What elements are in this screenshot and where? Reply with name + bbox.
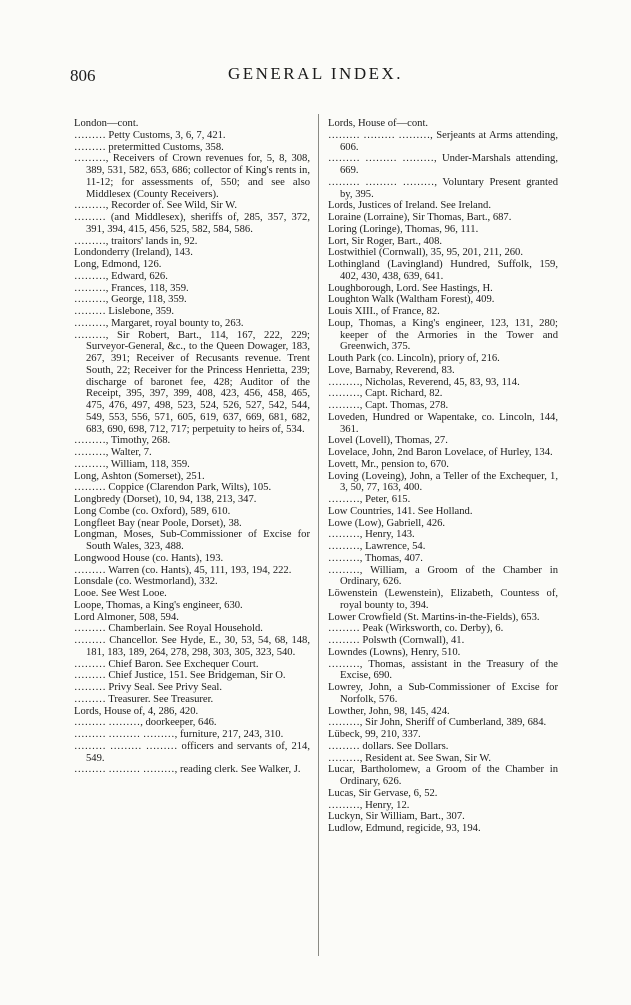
column-divider <box>318 114 319 956</box>
index-entry: ……… Petty Customs, 3, 6, 7, 421. <box>74 129 226 141</box>
index-entry: ……… Chief Justice, 151. See Bridgeman, Sir O. <box>74 670 286 682</box>
index-entry: ………, Capt. Richard, 82. <box>328 388 443 400</box>
index-entry: ……… Chief Baron. See Exchequer Court. <box>74 658 259 670</box>
index-entry: Lord Almoner, 508, 594. <box>74 611 179 623</box>
right-index-column <box>328 118 558 835</box>
index-entry: Loughton Walk (Waltham Forest), 409. <box>328 294 495 306</box>
index-entry: Loraine (Lorraine), Sir Thomas, Bart., 687. <box>328 212 512 223</box>
index-entry: ……… pretermitted Customs, 358. <box>74 141 224 153</box>
index-entry: Longwood House (co. Hants), 193. <box>74 552 224 564</box>
index-entry: ………, Edward, 626. <box>74 270 168 282</box>
index-entry: Lowndes (Lowns), Henry, 510. <box>328 646 461 658</box>
index-entry: ………, Sir Robert, Bart., 114, 167, 222, 229; Surveyor-General, &c., to the Queen Dowager, 183, 267, 391; Receiver of Recusants revenue. Trent South, 22; Receiver for the Princess Henrietta, 239; discharge of baronet fee, 428; Auditor of the Receipt, 395, 397, 399, 408, 423, 456, 458, 465, 475, 476, 497, 498, 523, 524, 526, 527, 542, 544, 549, 553, 556, 571, 605, 619, 637, 669, 681, 682, 683, 690, 698, 712, 717; perpetuity to heirs of, 534. <box>74 329 310 435</box>
index-entry: ………, Margaret, royal bounty to, 263. <box>74 317 244 329</box>
index-entry: Lort, Sir Roger, Bart., 408. <box>328 235 443 247</box>
index-entry: ……… Coppice (Clarendon Park, Wilts), 105. <box>74 482 272 494</box>
index-entry: Lower Crowfield (St. Martins-in-the-Fields), 653. <box>328 611 540 623</box>
index-entry: Luckyn, Sir William, Bart., 307. <box>328 811 465 823</box>
index-entry: ……… Chamberlain. See Royal Household. <box>74 623 263 635</box>
index-entry: ………, George, 118, 359. <box>74 294 187 306</box>
index-entry: Lonsdale (co. Westmorland), 332. <box>74 576 218 588</box>
index-entry: Longfleet Bay (near Poole, Dorset), 38. <box>74 517 242 529</box>
index-entry: ……… ……… ………, Serjeants at Arms attending, 606. <box>328 129 558 153</box>
index-entry: Loring (Loringe), Thomas, 96, 111. <box>328 223 479 235</box>
index-entry: ……… ………, doorkeeper, 646. <box>74 717 217 729</box>
index-entry: ……… ……… ………, furniture, 217, 243, 310. <box>74 729 284 740</box>
page-title: GENERAL INDEX. <box>227 64 404 83</box>
index-entry: ………, Receivers of Crown revenues for, 5, 8, 308, 389, 531, 582, 653, 686; collector of King's rents in, 11-12; for assessments of, 550; and see also Middlesex (County Receivers). <box>74 153 310 200</box>
index-entry: Long Combe (co. Oxford), 589, 610. <box>74 505 231 517</box>
index-entry: Lübeck, 99, 210, 337. <box>328 729 421 740</box>
page-number: 806 <box>70 66 96 85</box>
index-entry: Londonderry (Ireland), 143. <box>74 247 193 259</box>
index-entry: Loving (Loveing), John, a Teller of the Exchequer, 1, 3, 50, 77, 163, 400. <box>328 470 558 494</box>
index-entry: ……… ……… ………, Under-Marshals attending, 669. <box>328 153 558 176</box>
index-entry: Lovett, Mr., pension to, 670. <box>328 458 449 470</box>
index-entry: Lovel (Lovell), Thomas, 27. <box>328 435 448 447</box>
index-entry: ……… Peak (Wirksworth, co. Derby), 6. <box>328 623 504 635</box>
index-entry: ………, Sir John, Sheriff of Cumberland, 389, 684. <box>328 717 547 729</box>
index-entry: ……… Treasurer. See Treasurer. <box>74 693 214 705</box>
index-entry: ………, Nicholas, Reverend, 45, 83, 93, 114. <box>328 376 520 388</box>
index-entry: ……… Chancellor. See Hyde, E., 30, 53, 54, 68, 148, 181, 183, 189, 264, 278, 298, 303, 305, 323, 540. <box>74 635 310 658</box>
index-entry: ……… dollars. See Dollars. <box>328 740 449 752</box>
index-entry: ……… Privy Seal. See Privy Seal. <box>74 682 223 693</box>
index-entry: ………, Henry, 143. <box>328 529 415 541</box>
index-entry: ……… ……… ………, Voluntary Present granted by, 395. <box>328 176 558 200</box>
index-entry: Louth Park (co. Lincoln), priory of, 216. <box>328 353 500 364</box>
index-entry: Louis XIII., of France, 82. <box>328 306 440 317</box>
index-entry: Lovelace, John, 2nd Baron Lovelace, of Hurley, 134. <box>328 447 553 458</box>
index-entry: Lords, House of, 4, 286, 420. <box>74 705 199 717</box>
index-entry: ………, Thomas, assistant in the Treasury of the Excise, 690. <box>328 658 558 682</box>
index-entry: ……… Lislebone, 359. <box>74 306 175 317</box>
index-entry: Loope, Thomas, a King's engineer, 630. <box>74 599 243 611</box>
index-entry: Longman, Moses, Sub-Commissioner of Excise for South Wales, 323, 488. <box>74 529 310 552</box>
index-entry: ………, William, a Groom of the Chamber in Ordinary, 626. <box>328 564 558 588</box>
index-entry: Lowther, John, 98, 145, 424. <box>328 705 450 717</box>
index-entry: Looe. See West Looe. <box>74 588 167 599</box>
index-entry: ……… Warren (co. Hants), 45, 111, 193, 194, 222. <box>74 564 292 576</box>
index-entry: ………, Thomas, 407. <box>328 552 423 564</box>
index-entry: London—cont. <box>74 118 139 129</box>
index-entry: Love, Barnaby, Reverend, 83. <box>328 364 455 376</box>
index-entry: Lords, House of—cont. <box>328 118 429 129</box>
index-entry: ………, Henry, 12. <box>328 799 410 811</box>
index-entry: Lowe (Low), Gabriell, 426. <box>328 517 446 529</box>
index-entry: ………, Peter, 615. <box>328 494 411 505</box>
index-entry: ………, Lawrence, 54. <box>328 541 426 552</box>
index-entry: Löwenstein (Lewenstein), Elizabeth, Countess of, royal bounty to, 394. <box>328 588 558 611</box>
index-entry: ………, Frances, 118, 359. <box>74 282 189 294</box>
index-entry: Longbredy (Dorset), 10, 94, 138, 213, 347. <box>74 494 257 505</box>
index-entry: Loughborough, Lord. See Hastings, H. <box>328 282 493 294</box>
index-entry: ………, Timothy, 268. <box>74 435 171 447</box>
index-entry: Lucas, Sir Gervase, 6, 52. <box>328 787 438 799</box>
index-entry: Lostwithiel (Cornwall), 35, 95, 201, 211, 260. <box>328 247 523 259</box>
left-index-column <box>74 118 310 776</box>
index-entry: ………, Resident at. See Swan, Sir W. <box>328 752 492 764</box>
index-entry: ……… (and Middlesex), sheriffs of, 285, 357, 372, 391, 394, 415, 456, 525, 582, 584, 586. <box>74 212 310 235</box>
index-entry: Ludlow, Edmund, regicide, 93, 194. <box>328 823 481 834</box>
index-entry: ……… Polswth (Cornwall), 41. <box>328 635 465 646</box>
index-entry: Loveden, Hundred or Wapentake, co. Lincoln, 144, 361. <box>328 411 558 435</box>
index-entry: Lucar, Bartholomew, a Groom of the Chamber in Ordinary, 626. <box>328 764 558 787</box>
index-entry: ………, Recorder of. See Wild, Sir W. <box>74 200 237 212</box>
index-entry: ……… ……… ………, reading clerk. See Walker, J. <box>74 764 301 776</box>
index-entry: Loup, Thomas, a King's engineer, 123, 131, 280; keeper of the Armories in the Tower and Greenwich, 375. <box>328 317 558 353</box>
index-entry: ………, traitors' lands in, 92. <box>74 235 198 247</box>
index-entry: Lowrey, John, a Sub-Commissioner of Excise for Norfolk, 576. <box>328 682 558 705</box>
index-entry: Long, Edmond, 126. <box>74 259 162 270</box>
index-entry: Lothingland (Lavingland) Hundred, Suffolk, 159, 402, 430, 438, 639, 641. <box>328 259 558 282</box>
index-entry: ………, Walter, 7. <box>74 447 152 458</box>
index-entry: Lords, Justices of Ireland. See Ireland. <box>328 200 491 212</box>
index-entry: ………, Capt. Thomas, 278. <box>328 400 449 411</box>
index-entry: ………, William, 118, 359. <box>74 458 190 470</box>
index-entry: Low Countries, 141. See Holland. <box>328 505 473 517</box>
index-entry: Long, Ashton (Somerset), 251. <box>74 470 205 482</box>
index-entry: ……… ……… ……… officers and servants of, 214, 549. <box>74 740 310 764</box>
